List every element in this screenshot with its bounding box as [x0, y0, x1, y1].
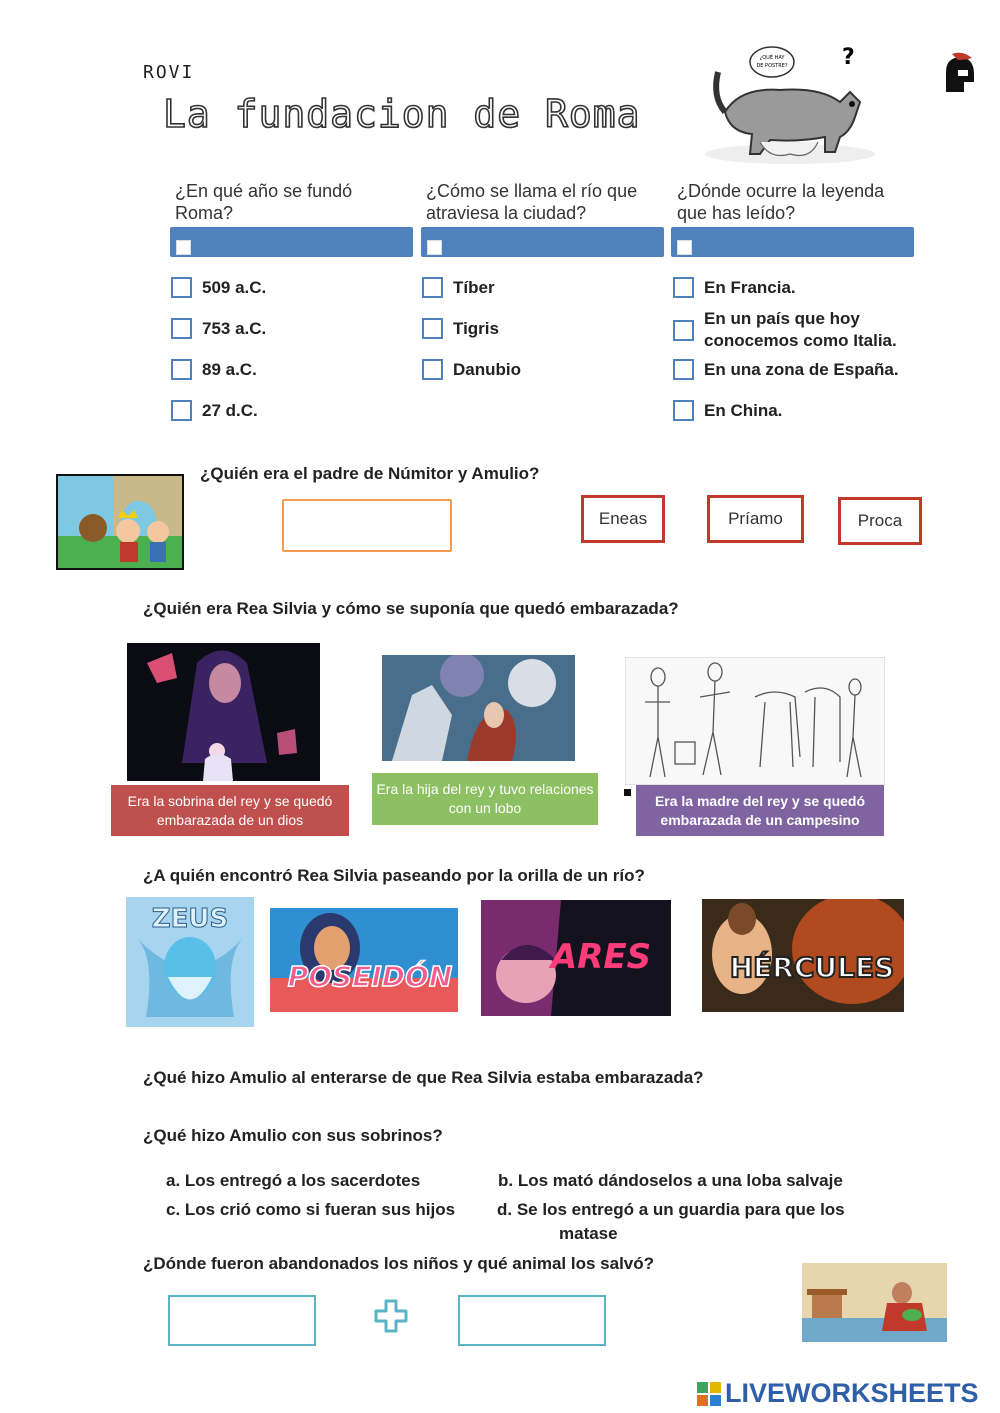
- option-label: En Francia.: [704, 277, 796, 297]
- option-label: Tíber: [453, 277, 495, 297]
- checkbox-icon[interactable]: [171, 318, 192, 339]
- brand-name: LIVEWORKSHEETS: [725, 1378, 979, 1408]
- checkbox-icon[interactable]: [673, 359, 694, 380]
- q2-option-proca[interactable]: Proca: [838, 497, 922, 545]
- god-option-zeus[interactable]: [126, 897, 254, 1027]
- option-checkbox[interactable]: [171, 277, 266, 298]
- dropdown-square-icon: [176, 240, 191, 255]
- liveworksheets-logo: [697, 1378, 979, 1409]
- god-option-poseidon[interactable]: [270, 908, 458, 1012]
- spartan-helmet-icon: [938, 52, 978, 94]
- q7-question: ¿Dónde fueron abandonados los niños y qué animal los salvó?: [143, 1254, 655, 1273]
- option-checkbox[interactable]: [422, 318, 499, 339]
- checkbox-icon[interactable]: [673, 277, 694, 298]
- option-checkbox[interactable]: [673, 277, 796, 298]
- q2-option-eneas[interactable]: Eneas: [581, 495, 665, 543]
- god-option-hercules[interactable]: [702, 899, 904, 1012]
- option-label: En una zona de España.: [704, 359, 899, 379]
- zeus-title: ZEUS: [151, 904, 229, 934]
- q5-question: ¿Qué hizo Amulio al enterarse de que Rea Silvia estaba embarazada?: [143, 1068, 704, 1087]
- checkbox-icon[interactable]: [422, 318, 443, 339]
- plus-icon: [374, 1299, 408, 1333]
- q3-option-caption-2[interactable]: Era la hija del rey y tuvo relaciones con un lobo: [372, 773, 598, 825]
- q2-drop-target[interactable]: [282, 499, 452, 552]
- farmers-sketch-image: [625, 657, 885, 785]
- q1-question-river: ¿Cómo se llama el río que atraviesa la ciudad?: [426, 181, 638, 223]
- q6-option-d[interactable]: d. Se los entregó a un guardia para que los: [497, 1200, 845, 1219]
- q3-question: ¿Quién era Rea Silvia y cómo se suponía que quedó embarazada?: [143, 599, 679, 618]
- q1-question-year: ¿En qué año se fundó Roma?: [175, 181, 353, 223]
- option-checkbox[interactable]: [171, 400, 258, 421]
- checkbox-icon[interactable]: [171, 277, 192, 298]
- option-checkbox[interactable]: [171, 318, 266, 339]
- q6-question: ¿Qué hizo Amulio con sus sobrinos?: [143, 1126, 443, 1145]
- page-title: La fundacion de Roma: [163, 92, 641, 136]
- q2-question: ¿Quién era el padre de Númitor y Amulio?: [200, 464, 540, 483]
- q1-location-dropdown[interactable]: [671, 227, 914, 257]
- option-checkbox[interactable]: [673, 400, 782, 421]
- q3-option-caption-3[interactable]: Era la madre del rey y se quedó embarazada de un campesino: [636, 785, 884, 836]
- q6-option-c[interactable]: c. Los crió como si fueran sus hijos: [166, 1200, 456, 1219]
- option-checkbox[interactable]: [673, 308, 913, 352]
- live-logo-icon: [697, 1382, 721, 1406]
- q2-option-priamo[interactable]: Príamo: [707, 495, 804, 543]
- wolf-bubble-line-1: ¿QUÉ HAY: [759, 55, 785, 61]
- checkbox-icon[interactable]: [171, 359, 192, 380]
- romulus-remus-image: [802, 1263, 947, 1342]
- q7-animal-input[interactable]: [458, 1295, 606, 1346]
- option-label: Tigris: [453, 318, 499, 338]
- option-checkbox[interactable]: [422, 277, 495, 298]
- checkbox-icon[interactable]: [422, 277, 443, 298]
- option-label: Danubio: [453, 359, 521, 379]
- hercules-title: HÉRCULES: [729, 951, 895, 984]
- q1-year-dropdown[interactable]: [170, 227, 413, 257]
- q6-option-a[interactable]: a. Los entregó a los sacerdotes: [166, 1171, 421, 1190]
- poseidon-title: POSEIDÓN: [287, 960, 453, 993]
- q1-question-location: ¿Dónde ocurre la leyenda que has leído?: [677, 181, 885, 223]
- q3-option-caption-1[interactable]: Era la sobrina del rey y se quedó embarazada de un dios: [111, 785, 349, 836]
- option-label: 753 a.C.: [202, 318, 267, 338]
- dropdown-square-icon: [427, 240, 442, 255]
- option-checkbox[interactable]: [422, 359, 521, 380]
- checkbox-icon[interactable]: [673, 320, 694, 341]
- small-marker-icon: [624, 789, 631, 796]
- checkbox-icon[interactable]: [673, 400, 694, 421]
- q4-question: ¿A quién encontró Rea Silvia paseando por la orilla de un río?: [143, 866, 645, 885]
- checkbox-icon[interactable]: [422, 359, 443, 380]
- option-label: 509 a.C.: [202, 277, 267, 297]
- q1-river-dropdown[interactable]: [421, 227, 664, 257]
- cartoon-king-image: [56, 474, 184, 570]
- q7-place-input[interactable]: [168, 1295, 316, 1346]
- option-label: En China.: [704, 400, 783, 420]
- option-checkbox[interactable]: [673, 359, 899, 380]
- wolf-cartoon-image: [700, 42, 880, 167]
- god-option-ares[interactable]: [481, 900, 671, 1016]
- wolf-bubble-line-2: DE POSTRE?: [756, 63, 788, 69]
- q6-option-d-continued[interactable]: matase: [559, 1224, 618, 1243]
- checkbox-icon[interactable]: [171, 400, 192, 421]
- wolf-moon-image: [382, 655, 575, 761]
- option-label: 89 a.C.: [202, 359, 257, 379]
- dropdown-square-icon: [677, 240, 692, 255]
- wolf-question-mark: ?: [842, 45, 855, 70]
- ares-title: ARES: [550, 937, 652, 977]
- option-label: 27 d.C.: [202, 400, 258, 420]
- author-label: ROVI: [143, 62, 195, 83]
- option-checkbox[interactable]: [171, 359, 257, 380]
- q6-option-b[interactable]: b. Los mató dándoselos a una loba salvaje: [498, 1171, 843, 1190]
- option-label: En un país que hoy conocemos como Italia.: [704, 309, 897, 350]
- rea-silvia-dark-image: [127, 643, 320, 781]
